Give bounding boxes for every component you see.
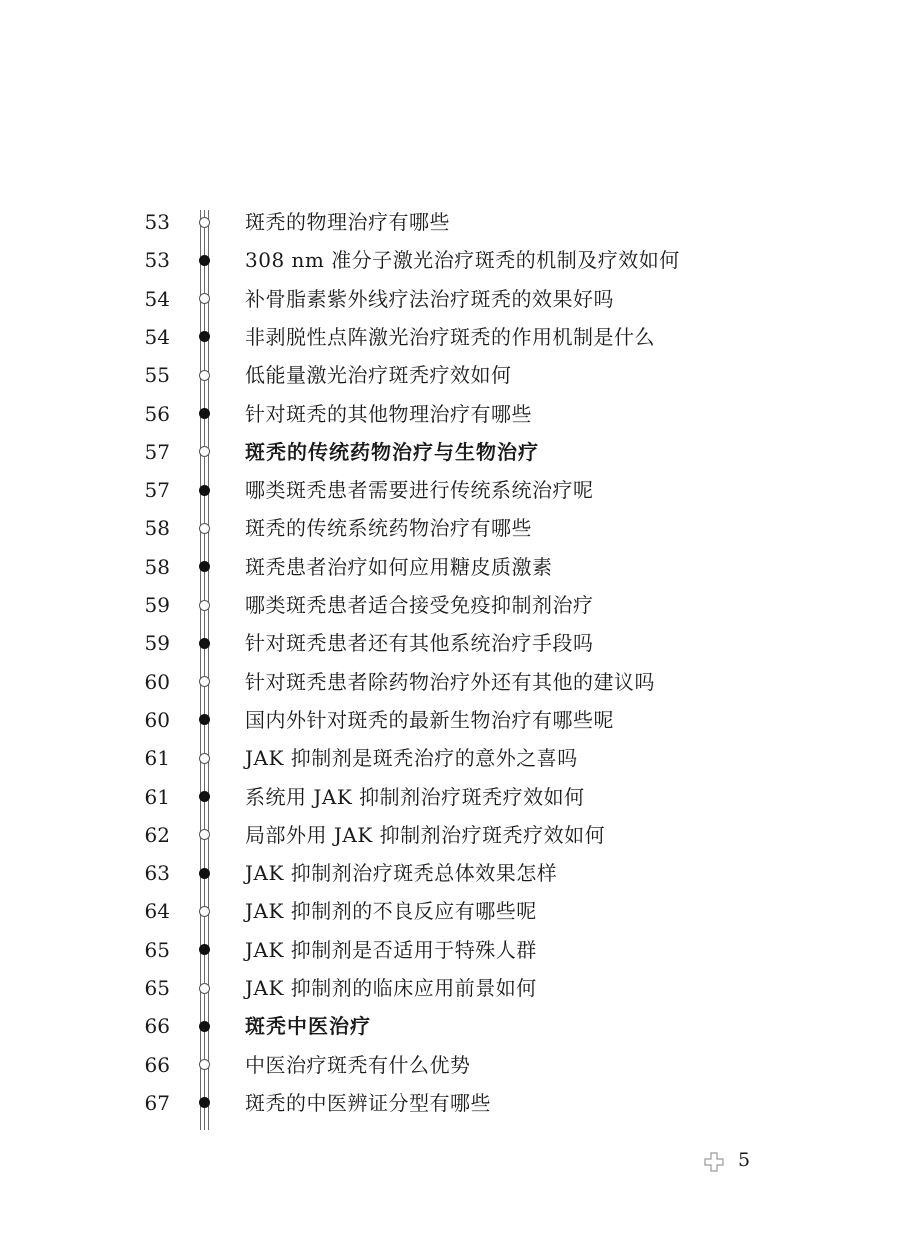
filled-bullet-icon bbox=[199, 868, 210, 879]
toc-entry-title: JAK 抑制剂的不良反应有哪些呢 bbox=[245, 899, 537, 924]
hollow-bullet-icon bbox=[199, 1059, 210, 1070]
toc-entry[interactable] bbox=[0, 471, 900, 509]
toc-entry[interactable] bbox=[0, 816, 900, 854]
toc-entry[interactable] bbox=[0, 586, 900, 624]
toc-page-number: 67 bbox=[144, 1090, 170, 1115]
hollow-bullet-icon bbox=[199, 370, 210, 381]
toc-page-number: 64 bbox=[144, 899, 170, 924]
toc-page-number: 60 bbox=[144, 669, 170, 694]
toc-entry[interactable] bbox=[0, 624, 900, 662]
toc-entry-title: 斑秃的物理治疗有哪些 bbox=[245, 210, 450, 234]
hollow-bullet-icon bbox=[199, 217, 210, 228]
page-footer bbox=[0, 1146, 900, 1180]
filled-bullet-icon bbox=[199, 1021, 210, 1032]
toc-page-number: 56 bbox=[144, 401, 170, 426]
toc-entry-title: 国内外针对斑秃的最新生物治疗有哪些呢 bbox=[245, 707, 614, 732]
filled-bullet-icon bbox=[199, 1097, 210, 1108]
toc-entry-title: 斑秃的传统系统药物治疗有哪些 bbox=[245, 516, 532, 541]
toc-entry[interactable] bbox=[0, 203, 900, 241]
toc-page-number: 53 bbox=[144, 248, 170, 273]
toc-entry[interactable] bbox=[0, 395, 900, 433]
toc-section-title: 斑秃的传统药物治疗与生物治疗 bbox=[245, 439, 539, 464]
hollow-bullet-icon bbox=[199, 829, 210, 840]
toc-page-number: 57 bbox=[144, 439, 170, 464]
toc-entry-title: JAK 抑制剂治疗斑秃总体效果怎样 bbox=[245, 861, 558, 886]
hollow-bullet-icon bbox=[199, 983, 210, 994]
toc-entry-title: 308 nm 准分子激光治疗斑秃的机制及疗效如何 bbox=[245, 248, 680, 273]
toc-page-number: 58 bbox=[144, 554, 170, 579]
toc-page-number: 66 bbox=[144, 1014, 170, 1039]
toc-entry[interactable] bbox=[0, 931, 900, 969]
toc-page-number: 54 bbox=[144, 324, 170, 349]
hollow-bullet-icon bbox=[199, 676, 210, 687]
toc-entry[interactable] bbox=[0, 241, 900, 279]
toc-entry[interactable] bbox=[0, 969, 900, 1007]
toc-entry-title: JAK 抑制剂是否适用于特殊人群 bbox=[245, 937, 537, 962]
toc-entry-title: 斑秃患者治疗如何应用糖皮质激素 bbox=[245, 554, 553, 579]
hollow-bullet-icon bbox=[199, 293, 210, 304]
toc-entry[interactable] bbox=[0, 1046, 900, 1084]
toc-entry[interactable] bbox=[0, 892, 900, 930]
toc-entry-title: 哪类斑秃患者适合接受免疫抑制剂治疗 bbox=[245, 593, 594, 617]
toc-entry-title: 非剥脱性点阵激光治疗斑秃的作用机制是什么 bbox=[245, 324, 655, 349]
toc-page-number: 55 bbox=[144, 363, 170, 388]
toc-entry-title: 补骨脂素紫外线疗法治疗斑秃的效果好吗 bbox=[245, 286, 614, 311]
filled-bullet-icon bbox=[199, 561, 210, 572]
toc-page-number: 65 bbox=[144, 937, 170, 962]
hollow-bullet-icon bbox=[199, 523, 210, 534]
toc-entry-title: JAK 抑制剂的临床应用前景如何 bbox=[245, 976, 537, 1000]
toc-entry-title: 局部外用 JAK 抑制剂治疗斑秃疗效如何 bbox=[245, 822, 606, 847]
filled-bullet-icon bbox=[199, 408, 210, 419]
toc-entry[interactable] bbox=[0, 854, 900, 892]
filled-bullet-icon bbox=[199, 714, 210, 725]
toc-entry[interactable] bbox=[0, 548, 900, 586]
hollow-bullet-icon bbox=[199, 906, 210, 917]
filled-bullet-icon bbox=[199, 638, 210, 649]
page-number: 5 bbox=[738, 1149, 751, 1171]
toc-entry-title: JAK 抑制剂是斑秃治疗的意外之喜吗 bbox=[245, 746, 578, 771]
toc-page-number: 62 bbox=[144, 822, 170, 847]
toc-page-number: 61 bbox=[144, 746, 170, 771]
toc-section-heading[interactable] bbox=[0, 433, 900, 471]
toc-page-number: 54 bbox=[144, 286, 170, 311]
toc-page-number: 58 bbox=[144, 516, 170, 541]
toc-entry-title: 斑秃的中医辨证分型有哪些 bbox=[245, 1090, 491, 1115]
toc-page-number: 60 bbox=[144, 707, 170, 732]
toc-page-number: 59 bbox=[144, 593, 170, 617]
toc-entry[interactable] bbox=[0, 356, 900, 394]
toc-entry-title: 系统用 JAK 抑制剂治疗斑秃疗效如何 bbox=[245, 784, 585, 809]
toc-entry[interactable] bbox=[0, 778, 900, 816]
toc-entry[interactable] bbox=[0, 318, 900, 356]
toc-entry-title: 中医治疗斑秃有什么优势 bbox=[245, 1052, 471, 1077]
hollow-bullet-icon bbox=[199, 753, 210, 764]
toc-entry[interactable] bbox=[0, 701, 900, 739]
toc-page-number: 66 bbox=[144, 1052, 170, 1077]
toc-section-heading[interactable] bbox=[0, 1007, 900, 1045]
filled-bullet-icon bbox=[199, 944, 210, 955]
toc-page-number: 59 bbox=[144, 631, 170, 656]
hollow-bullet-icon bbox=[199, 600, 210, 611]
toc-entry-title: 针对斑秃患者还有其他系统治疗手段吗 bbox=[245, 631, 594, 656]
toc-entry[interactable] bbox=[0, 509, 900, 547]
toc-page-number: 61 bbox=[144, 784, 170, 809]
filled-bullet-icon bbox=[199, 485, 210, 496]
toc-page-number: 57 bbox=[144, 478, 170, 503]
toc-entry-title: 针对斑秃患者除药物治疗外还有其他的建议吗 bbox=[245, 669, 655, 694]
toc-entry[interactable] bbox=[0, 1084, 900, 1122]
toc-entry-title: 针对斑秃的其他物理治疗有哪些 bbox=[245, 401, 532, 426]
filled-bullet-icon bbox=[199, 791, 210, 802]
filled-bullet-icon bbox=[199, 255, 210, 266]
toc-page-number: 53 bbox=[144, 210, 170, 234]
toc-page-number: 65 bbox=[144, 976, 170, 1000]
filled-bullet-icon bbox=[199, 331, 210, 342]
toc-section-title: 斑秃中医治疗 bbox=[245, 1014, 371, 1039]
toc-entry[interactable] bbox=[0, 739, 900, 777]
toc-page-number: 63 bbox=[144, 861, 170, 886]
toc-entry-title: 哪类斑秃患者需要进行传统系统治疗呢 bbox=[245, 478, 594, 503]
toc-entry[interactable] bbox=[0, 280, 900, 318]
hollow-bullet-icon bbox=[199, 446, 210, 457]
toc-entry[interactable] bbox=[0, 663, 900, 701]
toc-entry-title: 低能量激光治疗斑秃疗效如何 bbox=[245, 363, 512, 388]
cross-icon bbox=[704, 1152, 724, 1172]
